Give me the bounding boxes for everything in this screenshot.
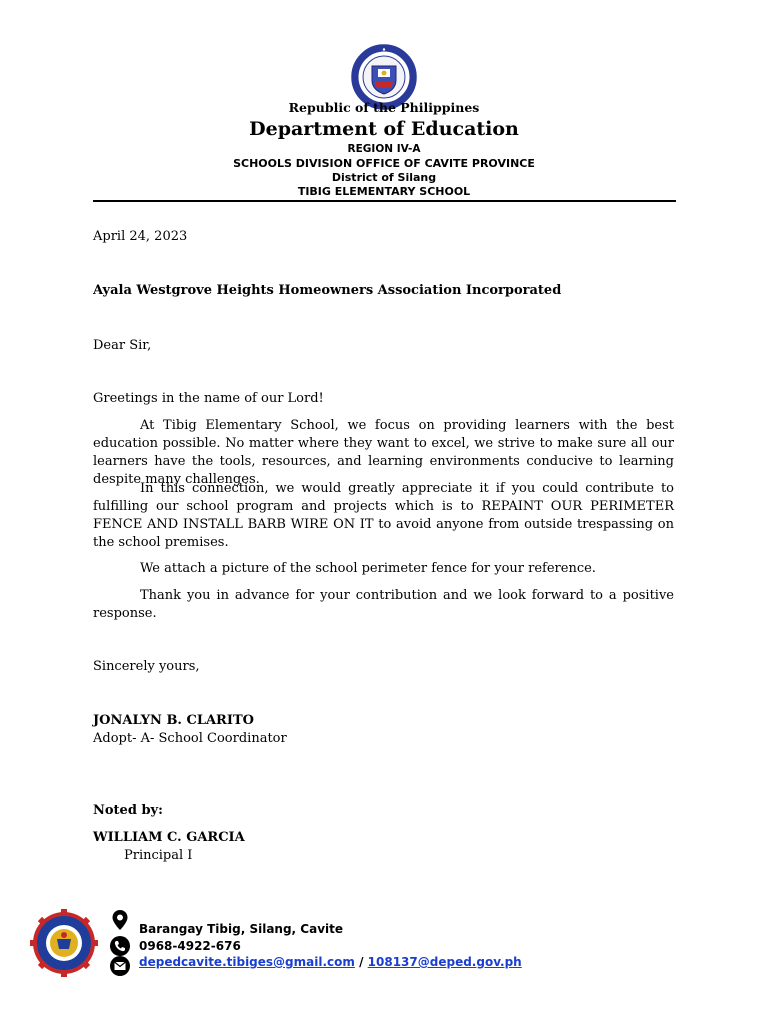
location-pin-icon bbox=[109, 909, 131, 931]
noted-by-name: WILLIAM C. GARCIA bbox=[93, 830, 245, 845]
letter-paragraph-2: In this connection, we would greatly appreciate it if you could contribute to fulfilling our school program and projects which is to REPAINT OUR PERIMETER FENCE AND INSTALL BARB WIRE ON IT to avoid anyone from outside trespassing on the school premises. bbox=[93, 481, 674, 550]
letter-paragraph-3: We attach a picture of the school perimeter fence for your reference. bbox=[140, 561, 596, 576]
email-separator: / bbox=[359, 955, 364, 969]
phone-icon bbox=[109, 935, 131, 957]
letter-salutation: Dear Sir, bbox=[93, 338, 152, 353]
letter-paragraph-4: Thank you in advance for your contribution and we look forward to a positive response. bbox=[93, 588, 674, 621]
noted-by-label: Noted by: bbox=[93, 803, 163, 818]
header-school: TIBIG ELEMENTARY SCHOOL bbox=[297, 185, 471, 198]
letter-greeting: Greetings in the name of our Lord! bbox=[93, 391, 324, 406]
letter-paragraph-1: At Tibig Elementary School, we focus on providing learners with the best education possible. No matter where they want to excel, we strive to make sure all our learners have the tools, resources, and learning environments conducive to learning despite many challenges. bbox=[93, 418, 674, 487]
letter-recipient: Ayala Westgrove Heights Homeowners Association Incorporated bbox=[93, 283, 562, 298]
header-divider bbox=[93, 200, 676, 202]
header-department: Department of Education bbox=[249, 118, 519, 140]
email-icon bbox=[109, 955, 131, 977]
letter-date: April 24, 2023 bbox=[93, 229, 188, 244]
header-division: SCHOOLS DIVISION OFFICE OF CAVITE PROVINCE bbox=[233, 157, 535, 170]
email-link-gmail[interactable]: depedcavite.tibiges@gmail.com bbox=[139, 955, 355, 969]
school-seal-logo bbox=[30, 909, 98, 977]
footer-address: Barangay Tibig, Silang, Cavite bbox=[139, 922, 343, 936]
footer-emails bbox=[139, 955, 522, 969]
noted-by-title: Principal I bbox=[124, 848, 193, 863]
signatory-title: Adopt- A- School Coordinator bbox=[93, 731, 287, 746]
header-republic: Republic of the Philippines bbox=[288, 100, 480, 115]
footer-phone: 0968-4922-676 bbox=[139, 939, 241, 953]
letter-closing: Sincerely yours, bbox=[93, 659, 200, 674]
signatory-name: JONALYN B. CLARITO bbox=[93, 713, 254, 728]
header-region: REGION IV-A bbox=[347, 143, 421, 155]
header-district: District of Silang bbox=[331, 171, 437, 184]
email-link-deped[interactable]: 108137@deped.gov.ph bbox=[367, 955, 522, 969]
